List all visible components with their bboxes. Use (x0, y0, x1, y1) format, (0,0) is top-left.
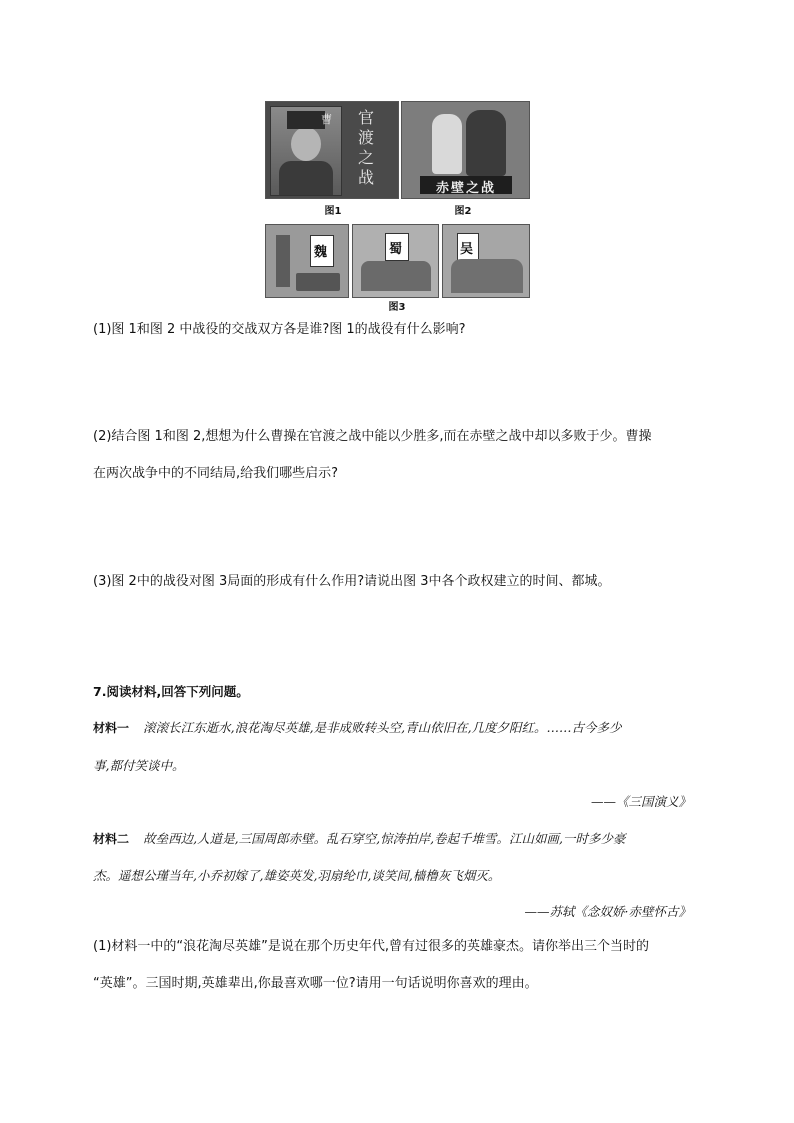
wei-flag-text: 魏 (314, 245, 328, 260)
figure-2-caption: 图2 (454, 206, 472, 217)
figure-1-image (265, 101, 399, 199)
question-2-line-2: 在两次战争中的不同结局,给我们哪些启示? (93, 466, 339, 481)
material-2-label: 材料二 (93, 832, 130, 846)
figure-3-panel-shu (352, 224, 439, 298)
material-1-source: ——《三国演义》 (590, 794, 691, 809)
wei-statue (276, 235, 290, 287)
wei-cart (296, 273, 340, 291)
shu-flag-text: 蜀 (389, 242, 403, 257)
wu-statues (451, 259, 523, 293)
figure-2-title: 赤壁之战 (435, 181, 496, 196)
question-7-title: 7.阅读材料,回答下列问题。 (93, 684, 249, 699)
shu-statues (361, 261, 431, 291)
question-1: (1)图 1和图 2 中战役的交战双方各是谁?图 1的战役有什么影响? (93, 322, 466, 337)
material-1-line-1 (93, 718, 622, 739)
portrait-face (291, 127, 321, 161)
figure-1-caption: 图1 (324, 206, 342, 217)
figure-3-caption: 图3 (388, 302, 406, 313)
material-2-line-1 (93, 829, 626, 850)
material-2-source: ——苏轼《念奴娇·赤壁怀古》 (524, 904, 691, 919)
question-3: (3)图 2中的战役对图 3局面的形成有什么作用?请说出图 3中各个政权建立的时间、都城。 (93, 574, 611, 589)
wu-flag-text: 吴 (460, 242, 474, 257)
portrait-hat (287, 111, 325, 129)
figure-1-title-vertical: 官渡之战 (358, 108, 375, 187)
figure-2-figure-left (432, 114, 462, 174)
material-2-line-2: 杰。遥想公瑾当年,小乔初嫁了,雄姿英发,羽扇纶巾,谈笑间,樯橹灰飞烟灭。 (93, 868, 501, 883)
q7-sub1-line-2: “英雄”。三国时期,英雄辈出,你最喜欢哪一位?请用一句话说明你喜欢的理由。 (93, 976, 538, 991)
figure-2-image (401, 101, 530, 199)
figure-3-panel-wu (442, 224, 530, 298)
figure-2-figure-right (466, 110, 506, 176)
portrait-banner-text: 曹 (321, 113, 332, 126)
material-1-line-2: 事,都付笑谈中。 (93, 758, 185, 773)
material-2-text-1: 故垒西边,人道是,三国周郎赤壁。乱石穿空,惊涛拍岸,卷起千堆雪。江山如画,一时多少豪 (143, 831, 626, 846)
portrait-body (279, 161, 333, 195)
figure-3-panel-wei (265, 224, 349, 298)
figure-1-portrait (270, 106, 342, 196)
q7-sub1-line-1: (1)材料一中的“浪花淘尽英雄”是说在那个历史年代,曾有过很多的英雄豪杰。请你举出三个当时的 (93, 939, 650, 954)
question-2-line-1: (2)结合图 1和图 2,想想为什么曹操在官渡之战中能以少胜多,而在赤壁之战中却以多败于少。曹操 (93, 429, 652, 444)
material-1-text-1: 滚滚长江东逝水,浪花淘尽英雄,是非成败转头空,青山依旧在,几度夕阳红。……古今多少 (143, 720, 622, 735)
material-1-label: 材料一 (93, 721, 130, 735)
